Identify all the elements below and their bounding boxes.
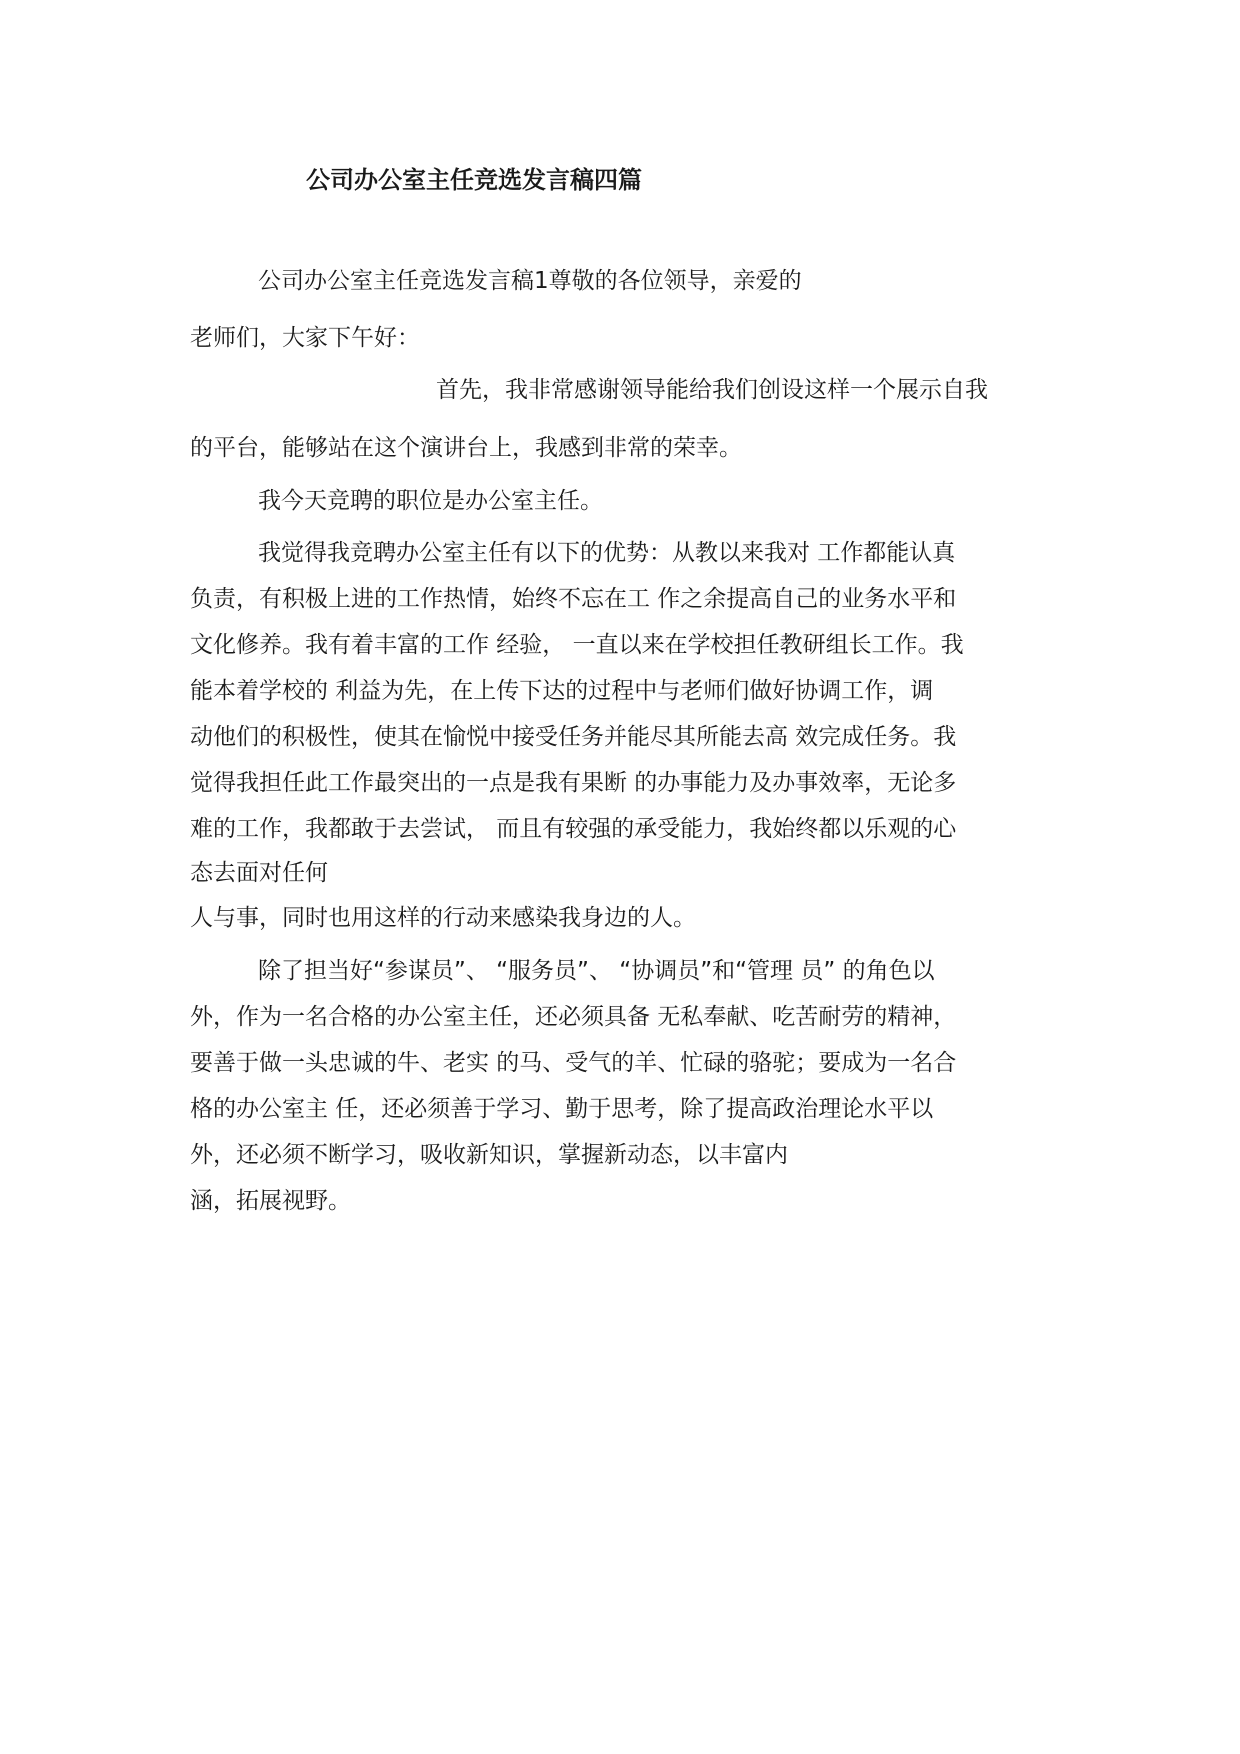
body-line-16: 外，作为一名合格的办公室主任，还必须具备 无私奉献、吃苦耐劳的精神， (190, 1004, 957, 1030)
body-line-12: 难的工作，我都敢于去尝试， 而且有较强的承受能力，我始终都以乐观的心 (190, 816, 957, 842)
body-line-1: 公司办公室主任竞选发言稿1尊敬的各位领导，亲爱的 (258, 268, 802, 294)
body-line-3: 首先，我非常感谢领导能给我们创设这样一个展示自我 (436, 377, 988, 403)
body-line-17: 要善于做一头忠诚的牛、老实 的马、受气的羊、忙碌的骆驼；要成为一名合 (190, 1050, 957, 1076)
body-line-5: 我今天竞聘的职位是办公室主任。 (258, 488, 603, 514)
body-line-18: 格的办公室主 任，还必须善于学习、勤于思考，除了提高政治理论水平以 (190, 1096, 934, 1122)
body-line-7: 负责，有积极上进的工作热情，始终不忘在工 作之余提高自己的业务水平和 (190, 586, 957, 612)
body-line-11: 觉得我担任此工作最突出的一点是我有果断 的办事能力及办事效率，无论多 (190, 770, 957, 796)
body-line-6: 我觉得我竞聘办公室主任有以下的优势：从教以来我对 工作都能认真 (258, 540, 956, 566)
body-line-13: 态去面对任何 (190, 860, 328, 886)
body-line-10: 动他们的积极性，使其在愉悦中接受任务并能尽其所能去高 效完成任务。我 (190, 724, 957, 750)
body-line-2: 老师们，大家下午好： (190, 325, 420, 351)
body-line-15: 除了担当好“参谋员”、 “服务员”、 “协调员”和“管理 员” 的角色以 (258, 958, 935, 984)
body-line-9: 能本着学校的 利益为先，在上传下达的过程中与老师们做好协调工作，调 (190, 678, 934, 704)
document-title: 公司办公室主任竞选发言稿四篇 (306, 166, 642, 194)
body-line-14: 人与事，同时也用这样的行动来感染我身边的人。 (190, 905, 696, 931)
body-line-4: 的平台，能够站在这个演讲台上，我感到非常的荣幸。 (190, 435, 742, 461)
body-line-8: 文化修养。我有着丰富的工作 经验， 一直以来在学校担任教研组长工作。我 (190, 632, 964, 658)
body-line-20: 涵，拓展视野。 (190, 1188, 351, 1214)
body-line-19: 外，还必须不断学习，吸收新知识，掌握新动态，以丰富内 (190, 1142, 788, 1168)
